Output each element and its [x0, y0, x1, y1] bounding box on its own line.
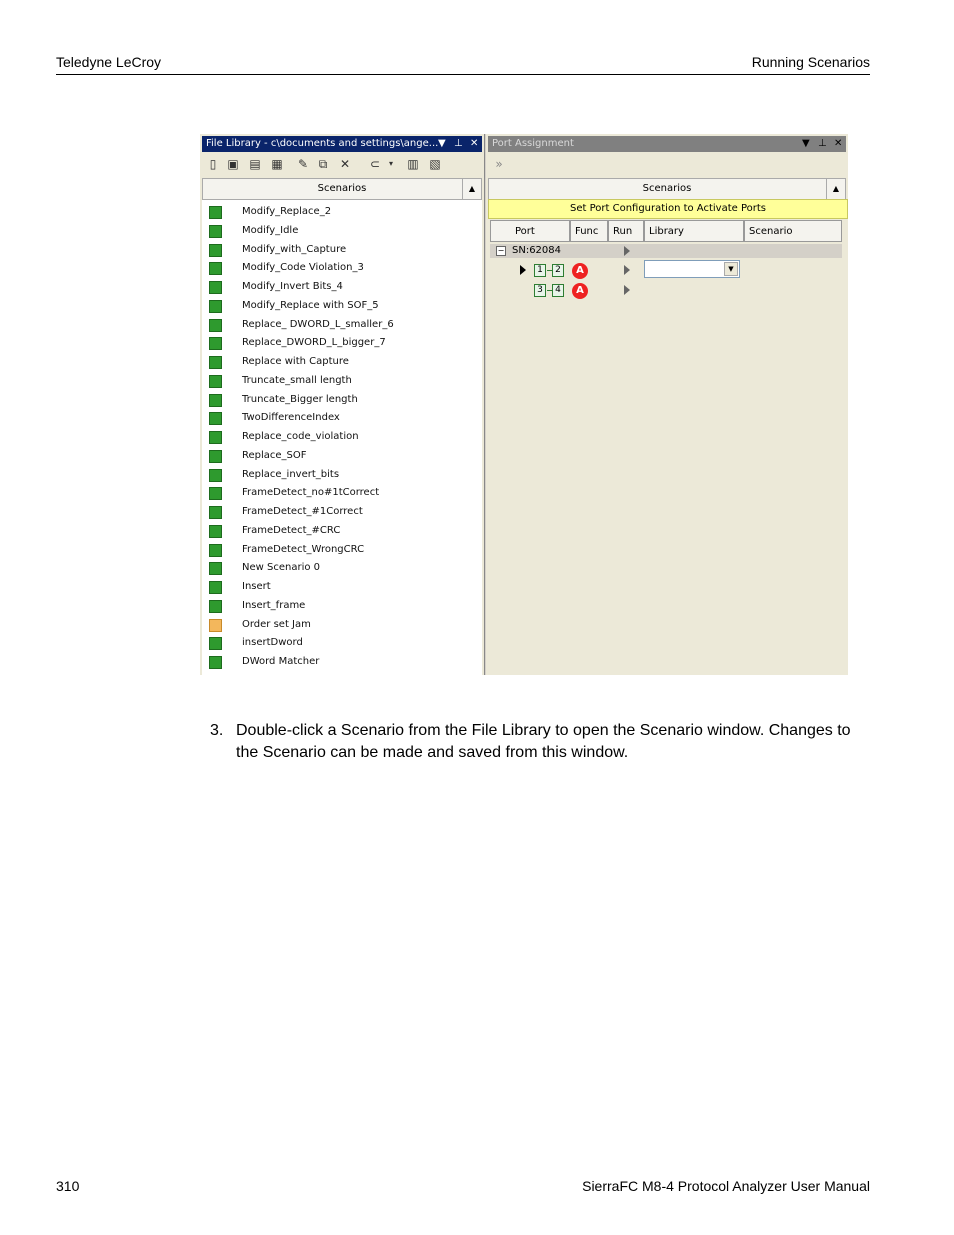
- list-item[interactable]: [202, 428, 482, 446]
- green-square-icon: [209, 262, 222, 275]
- grid-header-func[interactable]: Func: [570, 220, 608, 242]
- pin-icon[interactable]: ⊥: [454, 138, 463, 149]
- grid-header-scenario[interactable]: Scenario: [744, 220, 842, 242]
- sort-up-icon[interactable]: ▲: [462, 179, 481, 199]
- export-icon[interactable]: ▧: [429, 157, 441, 171]
- save-all-icon[interactable]: ▤: [249, 157, 261, 171]
- green-square-icon: [209, 562, 222, 575]
- list-item-label: Order set Jam: [242, 619, 311, 630]
- list-item-label: Modify_Replace_2: [242, 206, 332, 217]
- orange-square-icon: [209, 619, 222, 632]
- list-item-label: Modify_with_Capture: [242, 244, 347, 255]
- green-square-icon: [209, 225, 222, 238]
- list-item[interactable]: [202, 334, 482, 352]
- green-square-icon: [209, 281, 222, 294]
- footer-title: SierraFC M8-4 Protocol Analyzer User Manual: [582, 1178, 870, 1194]
- green-square-icon: [209, 394, 222, 407]
- list-item-label: Replace with Capture: [242, 356, 349, 367]
- list-item-label: insertDword: [242, 637, 303, 648]
- list-item-label: FrameDetect_WrongCRC: [242, 544, 365, 555]
- port-grid: [490, 220, 844, 675]
- chevron-down-icon[interactable]: ▼: [724, 262, 738, 276]
- device-serial: SN:62084: [512, 245, 562, 256]
- run-icon[interactable]: [624, 265, 630, 275]
- port-assignment-titlebar: [488, 136, 846, 152]
- green-square-icon: [209, 412, 222, 425]
- edit-icon[interactable]: ✎: [297, 157, 309, 171]
- list-item-label: FrameDetect_no#1tCorrect: [242, 487, 380, 498]
- attach-dropdown-icon[interactable]: ▾: [388, 159, 393, 168]
- run-icon[interactable]: [624, 285, 630, 295]
- port-assignment-column-header[interactable]: [488, 178, 846, 200]
- port-assignment-toolbar: [488, 154, 846, 176]
- file-library-column-header[interactable]: [202, 178, 482, 200]
- list-item[interactable]: [202, 578, 482, 596]
- column-header-label: Scenarios: [642, 183, 692, 194]
- list-item-label: FrameDetect_#CRC: [242, 525, 341, 536]
- file-library-titlebar: [202, 136, 482, 152]
- green-square-icon: [209, 375, 222, 388]
- import-icon[interactable]: ▥: [407, 157, 419, 171]
- list-item-label: Truncate_small length: [242, 375, 352, 386]
- column-header-label: Scenarios: [317, 183, 367, 194]
- grid-header-port[interactable]: Port: [490, 220, 570, 242]
- green-square-icon: [209, 300, 222, 313]
- list-item-label: Modify_Code Violation_3: [242, 262, 364, 273]
- green-square-icon: [209, 656, 222, 669]
- green-square-icon: [209, 319, 222, 332]
- port-row[interactable]: [490, 282, 842, 300]
- dropdown-arrow-icon[interactable]: ▼: [802, 138, 810, 149]
- step-text: Double-click a Scenario from the File Library to open the Scenario window. Changes to the Scenario can be made and saved from this window.: [236, 722, 851, 761]
- list-item[interactable]: [202, 616, 482, 634]
- list-item[interactable]: [202, 597, 482, 615]
- delete-icon[interactable]: ✕: [339, 157, 351, 171]
- library-dropdown[interactable]: [644, 260, 740, 278]
- list-item-label: Replace_SOF: [242, 450, 307, 461]
- port-assignment-pane: [486, 134, 848, 675]
- list-item[interactable]: [202, 484, 482, 502]
- green-square-icon: [209, 469, 222, 482]
- activate-ports-banner: Set Port Configuration to Activate Ports: [488, 199, 848, 219]
- list-item[interactable]: [202, 278, 482, 296]
- list-item[interactable]: [202, 353, 482, 371]
- port-box: 4: [552, 284, 564, 297]
- screenshot: [200, 134, 848, 675]
- list-item-label: TwoDifferenceIndex: [242, 412, 340, 423]
- list-item[interactable]: [202, 203, 482, 221]
- list-item[interactable]: [202, 316, 482, 334]
- file-library-toolbar: [202, 154, 482, 176]
- green-square-icon: [209, 637, 222, 650]
- list-item[interactable]: [202, 503, 482, 521]
- header-left: Teledyne LeCroy: [56, 54, 162, 70]
- list-item[interactable]: [202, 372, 482, 390]
- green-square-icon: [209, 206, 222, 219]
- green-square-icon: [209, 525, 222, 538]
- list-item[interactable]: [202, 391, 482, 409]
- run-all-icon[interactable]: »: [495, 157, 503, 171]
- list-item-label: Modify_Replace with SOF_5: [242, 300, 379, 311]
- copy-icon[interactable]: ⧉: [318, 157, 328, 171]
- analyzer-badge: A: [572, 283, 588, 299]
- close-icon[interactable]: ✕: [470, 138, 479, 149]
- run-icon[interactable]: [624, 246, 630, 256]
- list-item[interactable]: [202, 447, 482, 465]
- list-item[interactable]: [202, 466, 482, 484]
- list-item[interactable]: [202, 222, 482, 240]
- green-square-icon: [209, 506, 222, 519]
- list-item[interactable]: [202, 634, 482, 652]
- list-item[interactable]: [202, 541, 482, 559]
- save-icon[interactable]: ▣: [227, 157, 239, 171]
- file-library-pane: [200, 134, 485, 675]
- list-item-label: Replace_ DWORD_L_smaller_6: [242, 319, 394, 330]
- list-item-label: DWord Matcher: [242, 656, 320, 667]
- list-item[interactable]: [202, 409, 482, 427]
- green-square-icon: [209, 487, 222, 500]
- list-item[interactable]: [202, 522, 482, 540]
- port-box: 1: [534, 264, 546, 277]
- list-item-label: Insert: [242, 581, 271, 592]
- grid-header-library[interactable]: Library: [644, 220, 744, 242]
- sort-up-icon[interactable]: ▲: [826, 179, 845, 199]
- list-item-label: Modify_Idle: [242, 225, 299, 236]
- scenario-list: [202, 200, 482, 675]
- green-square-icon: [209, 431, 222, 444]
- list-item[interactable]: [202, 297, 482, 315]
- list-item-label: Replace_DWORD_L_bigger_7: [242, 337, 386, 348]
- collapse-icon[interactable]: −: [497, 246, 505, 255]
- green-square-icon: [209, 337, 222, 350]
- green-square-icon: [209, 356, 222, 369]
- grid-header-run[interactable]: Run: [608, 220, 644, 242]
- list-item-label: Insert_frame: [242, 600, 306, 611]
- green-square-icon: [209, 544, 222, 557]
- port-assignment-title: Port Assignment: [492, 138, 574, 149]
- list-item[interactable]: [202, 653, 482, 671]
- list-item-label: New Scenario 0: [242, 562, 321, 573]
- current-row-icon: [520, 265, 526, 275]
- header-rule: [56, 74, 870, 75]
- file-library-title: File Library - c\documents and settings\ange...: [206, 138, 439, 149]
- attach-icon[interactable]: ⊂: [369, 157, 381, 171]
- green-square-icon: [209, 244, 222, 257]
- green-square-icon: [209, 450, 222, 463]
- list-item-label: Replace_code_violation: [242, 431, 359, 442]
- new-file-icon[interactable]: ▯: [209, 157, 217, 171]
- port-box: 3: [534, 284, 546, 297]
- green-square-icon: [209, 581, 222, 594]
- port-box: 2: [552, 264, 564, 277]
- list-item-label: FrameDetect_#1Correct: [242, 506, 363, 517]
- header-right: Running Scenarios: [751, 54, 870, 70]
- dropdown-arrow-icon[interactable]: ▼: [438, 138, 446, 149]
- page-number: 310: [56, 1178, 80, 1194]
- list-item[interactable]: [202, 259, 482, 277]
- device-row[interactable]: [490, 244, 842, 258]
- list-item-label: Modify_Invert Bits_4: [242, 281, 343, 292]
- list-item-label: Replace_invert_bits: [242, 469, 340, 480]
- save-as-icon[interactable]: ▦: [271, 157, 283, 171]
- green-square-icon: [209, 600, 222, 613]
- analyzer-badge: A: [572, 263, 588, 279]
- list-item[interactable]: [202, 241, 482, 259]
- list-item[interactable]: [202, 559, 482, 577]
- list-item-label: Truncate_Bigger length: [242, 394, 358, 405]
- pin-icon[interactable]: ⊥: [818, 138, 827, 149]
- close-icon[interactable]: ✕: [834, 138, 843, 149]
- step-number: 3.: [210, 722, 224, 739]
